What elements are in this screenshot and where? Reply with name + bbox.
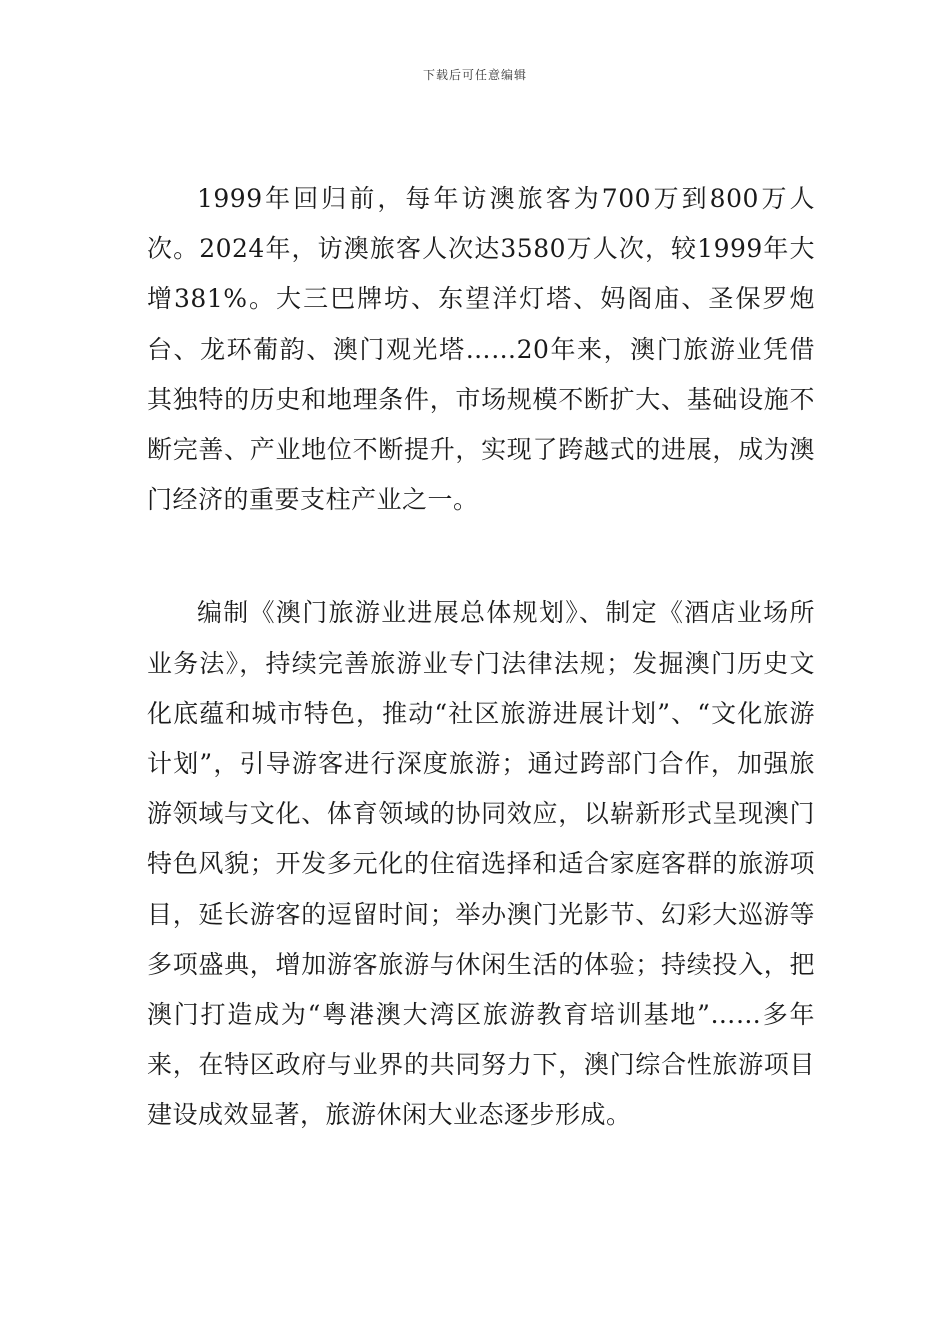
document-body: [147, 174, 815, 1141]
page-header: 下载后可任意编辑: [422, 68, 527, 82]
paragraph-tourism-measures: 编制《澳门旅游业进展总体规划》、制定《酒店业场所业务法》，持续完善旅游业专门法律法规；发掘澳门历史文化底蕴和城市特色，推动“社区旅游进展计划”、“文化旅游计划”，引导游客进行深度旅游；通过跨部门合作，加强旅游领域与文化、体育领域的协同效应，以崭新形式呈现澳门特色风貌；开发多元化的住宿选择和适合家庭客群的旅游项目，延长游客的逗留时间；举办澳门光影节、幻彩大巡游等多项盛典，增加游客旅游与休闲生活的体验；持续投入，把澳门打造成为“粤港澳大湾区旅游教育培训基地”……多年来，在特区政府与业界的共同努力下，澳门综合性旅游项目建设成效显著，旅游休闲大业态逐步形成。: [147, 598, 815, 1130]
paragraph-tourism-growth: 1999年回归前，每年访澳旅客为700万到800万人次。2024年，访澳旅客人次达3580万人次，较1999年大增381%。大三巴牌坊、东望洋灯塔、妈阁庙、圣保罗炮台、龙环葡韵、澳门观光塔……20年来，澳门旅游业凭借其独特的历史和地理条件，市场规模不断扩大、基础设施不断完善、产业地位不断提升，实现了跨越式的进展，成为澳门经济的重要支柱产业之一。: [147, 184, 815, 515]
